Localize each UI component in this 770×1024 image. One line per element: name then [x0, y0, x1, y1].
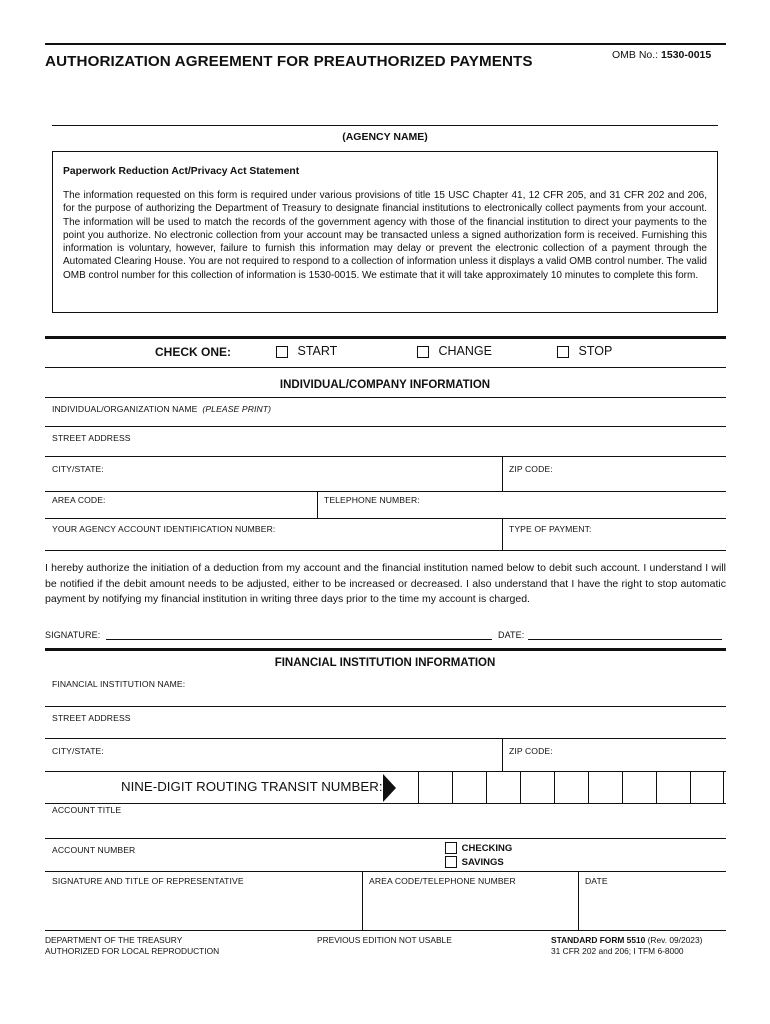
rep-date-field[interactable]: DATE: [585, 876, 608, 886]
footer-right: STANDARD FORM 5510 (Rev. 09/2023) 31 CFR 202 and 206; I TFM 6-8000: [551, 935, 703, 956]
start-checkbox[interactable]: [276, 346, 288, 358]
signature-line[interactable]: [106, 639, 492, 640]
agency-name-line: [52, 125, 718, 126]
row-rule: [45, 550, 726, 551]
institution-name-field[interactable]: FINANCIAL INSTITUTION NAME:: [52, 679, 186, 689]
routing-digit-box[interactable]: [554, 772, 588, 803]
rep-signature-field[interactable]: SIGNATURE AND TITLE OF REPRESENTATIVE: [52, 876, 244, 886]
column-rule: [502, 456, 503, 492]
agency-name-label: (AGENCY NAME): [342, 131, 428, 143]
privacy-body: The information requested on this form is required under various provisions of title 15 USC Chapter 41, 12 CFR 205, and 31 CFR 202 and 206, for the purpose of authorizing the Department of Treasury to designate financial institutions to electronically collect payments from your account. The information will be used to match the records of the government agency with those of the financial institution to direct your payments to the point you authorize. No electronic collection from your account may be transacted unless a signed authorization form is received. Furnishing this information is voluntary, however, failure to furnish this information may delay or prevent the electronic collection of a payment through the Automated Clearing House. You are not required to respond to a collection of information unless it displays a valid OMB control number. The valid OMB control number for this collection of information is 1530-0015. We estimate that it will take approximately 10 minutes to complete this form.: [63, 190, 707, 281]
savings-option[interactable]: SAVINGS: [445, 856, 504, 868]
column-rule: [317, 491, 318, 519]
row-rule: [45, 397, 726, 398]
check-one-label: CHECK ONE:: [155, 345, 232, 359]
footer-center: PREVIOUS EDITION NOT USABLE: [317, 935, 452, 945]
financial-section-heading: FINANCIAL INSTITUTION INFORMATION: [274, 657, 496, 669]
section-rule: [45, 648, 726, 651]
routing-digit-box[interactable]: [690, 772, 724, 803]
arrow-right-icon: [383, 774, 396, 802]
routing-digit-box[interactable]: [520, 772, 554, 803]
routing-digit-box[interactable]: [656, 772, 690, 803]
column-rule: [578, 871, 579, 931]
individual-street-field[interactable]: STREET ADDRESS: [52, 433, 131, 443]
section-rule: [45, 367, 726, 368]
routing-digit-box[interactable]: [588, 772, 622, 803]
row-rule: [45, 706, 726, 707]
column-rule: [502, 738, 503, 771]
privacy-heading: Paperwork Reduction Act/Privacy Act Statement: [63, 166, 300, 177]
section-rule: [45, 336, 726, 339]
rep-phone-field[interactable]: AREA CODE/TELEPHONE NUMBER: [369, 876, 516, 886]
row-rule: [45, 738, 726, 739]
date-label: DATE:: [498, 630, 525, 640]
routing-digit-box[interactable]: [452, 772, 486, 803]
row-rule: [45, 803, 726, 804]
routing-digit-box[interactable]: [486, 772, 520, 803]
routing-digit-box[interactable]: [622, 772, 656, 803]
payment-type-field[interactable]: TYPE OF PAYMENT:: [509, 524, 592, 534]
top-rule: [45, 43, 726, 45]
form-title: AUTHORIZATION AGREEMENT FOR PREAUTHORIZED PAYMENTS: [45, 53, 533, 70]
individual-name-field[interactable]: INDIVIDUAL/ORGANIZATION NAME (PLEASE PRINT): [52, 404, 272, 414]
account-id-field[interactable]: YOUR AGENCY ACCOUNT IDENTIFICATION NUMBER:: [52, 524, 276, 534]
row-rule: [45, 456, 726, 457]
individual-section-heading: INDIVIDUAL/COMPANY INFORMATION: [279, 379, 491, 391]
checking-option[interactable]: CHECKING: [445, 842, 512, 854]
account-title-field[interactable]: ACCOUNT TITLE: [52, 805, 122, 815]
row-rule: [45, 491, 726, 492]
account-number-field[interactable]: ACCOUNT NUMBER: [52, 845, 136, 855]
change-option[interactable]: CHANGE: [417, 344, 492, 358]
telephone-field[interactable]: TELEPHONE NUMBER:: [324, 495, 420, 505]
column-rule: [502, 518, 503, 551]
privacy-statement-box: [52, 151, 718, 313]
start-option[interactable]: START: [276, 344, 337, 358]
column-rule: [362, 871, 363, 931]
institution-street-field[interactable]: STREET ADDRESS: [52, 713, 131, 723]
area-code-field[interactable]: AREA CODE:: [52, 495, 106, 505]
footer-left: DEPARTMENT OF THE TREASURY AUTHORIZED FOR LOCAL REPRODUCTION: [45, 935, 220, 956]
individual-city-field[interactable]: CITY/STATE:: [52, 464, 104, 474]
institution-zip-field[interactable]: ZIP CODE:: [509, 746, 553, 756]
row-rule: [45, 838, 726, 839]
routing-number-label: NINE-DIGIT ROUTING TRANSIT NUMBER:: [121, 779, 383, 794]
date-line[interactable]: [528, 639, 722, 640]
savings-checkbox[interactable]: [445, 856, 457, 868]
checking-checkbox[interactable]: [445, 842, 457, 854]
signature-label: SIGNATURE:: [45, 630, 101, 640]
institution-city-field[interactable]: CITY/STATE:: [52, 746, 104, 756]
omb-number: OMB No.: 1530-0015: [612, 49, 712, 61]
stop-checkbox[interactable]: [557, 346, 569, 358]
row-rule: [45, 426, 726, 427]
row-rule: [45, 930, 726, 931]
stop-option[interactable]: STOP: [557, 344, 612, 358]
row-rule: [45, 871, 726, 872]
individual-zip-field[interactable]: ZIP CODE:: [509, 464, 553, 474]
change-checkbox[interactable]: [417, 346, 429, 358]
routing-digit-box[interactable]: [418, 772, 452, 803]
row-rule: [45, 518, 726, 519]
authorization-text: I hereby authorize the initiation of a deduction from my account and the financial institution named below to debit such account. I understand I will be notified if the debit amount needs to be adjusted, either to be increased or decreased. I also understand that I have the right to stop automatic payment by notifying my financial institution in writing three days prior to the time my account is charged.: [45, 562, 726, 605]
